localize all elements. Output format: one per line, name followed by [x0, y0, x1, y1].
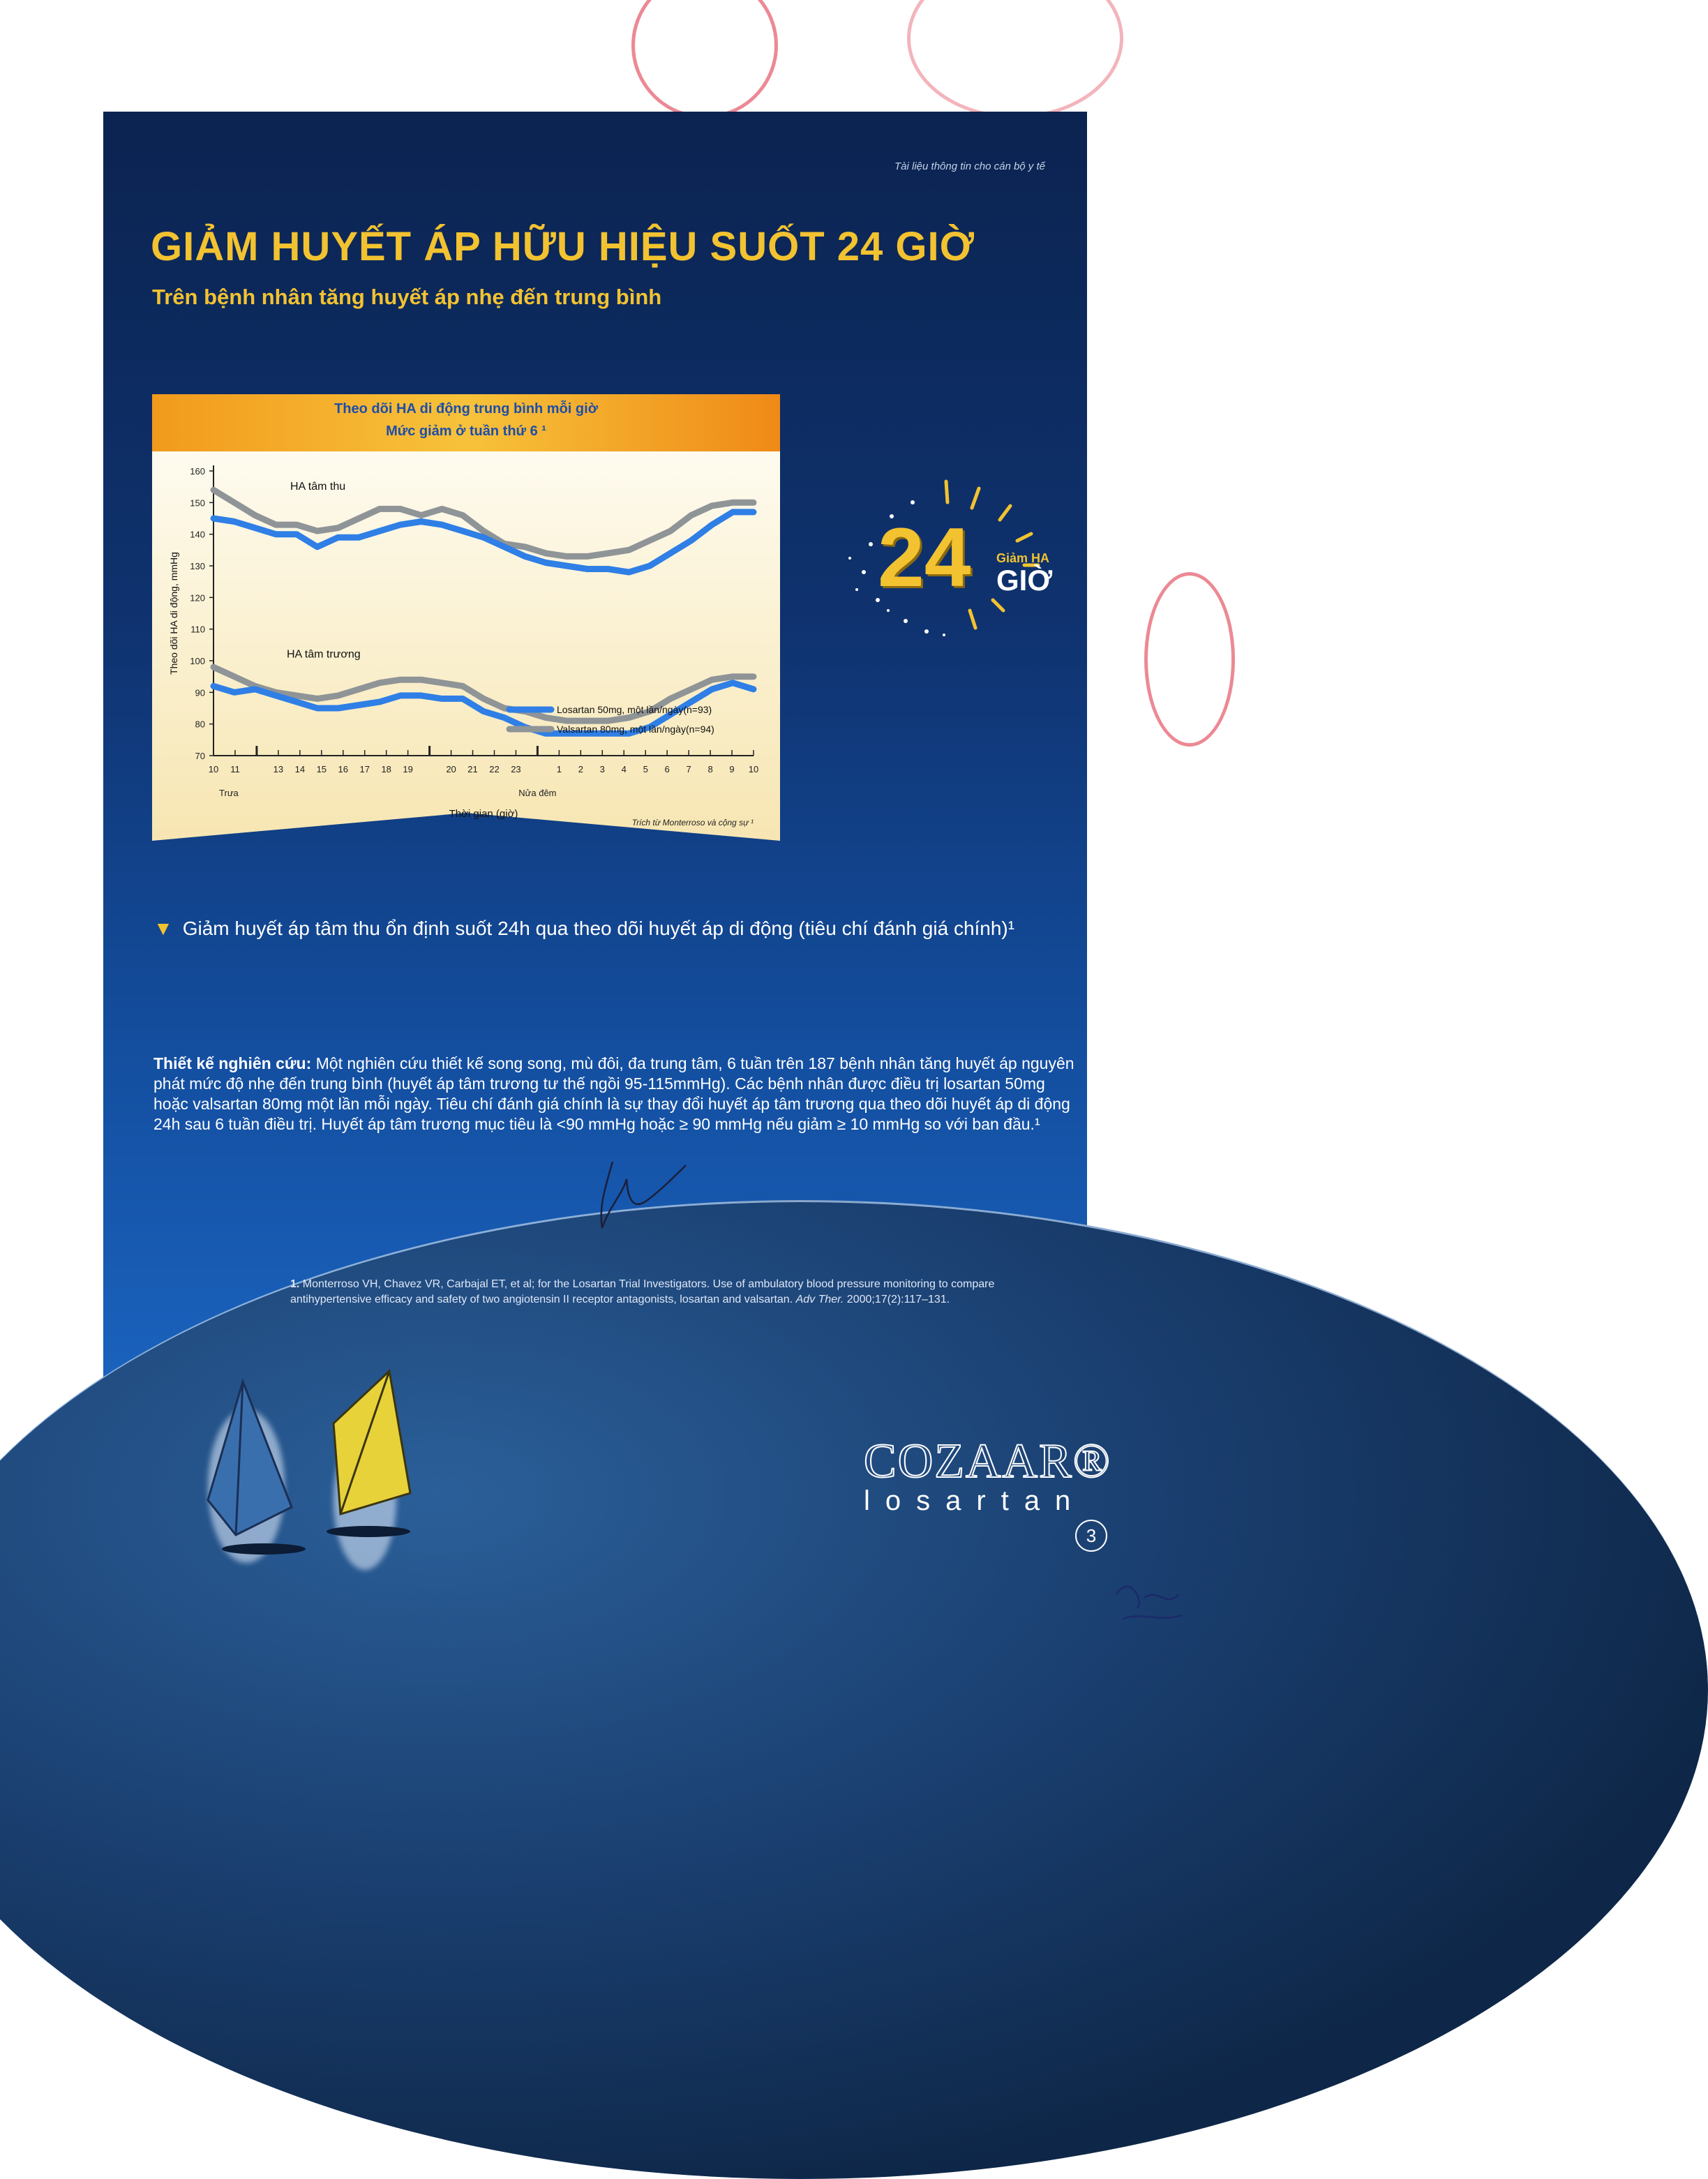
- reference: [290, 1277, 1058, 1308]
- y-tick-label: 120: [190, 592, 205, 604]
- reference-number: 1.: [290, 1278, 300, 1290]
- reference-text: Monterroso VH, Chavez VR, Carbajal ET, et al; for the Losartan Trial Investigators. Use of ambulatory blood pressure monitoring to compare antihypertensive efficacy and safety of two angiotensin II receptor antagonists, losartan and valsartan.: [290, 1278, 995, 1305]
- x-tick-label: 8: [707, 764, 713, 774]
- x-tick-label: 19: [403, 764, 413, 774]
- chart-title-line-2: Mức giảm ở tuần thứ 6 ¹: [386, 424, 546, 439]
- x-tick-label: 20: [446, 764, 456, 774]
- reference-journal: Adv Ther.: [795, 1294, 844, 1305]
- x-marker-midnight: Nửa đêm: [518, 788, 557, 798]
- seal-big-label: GIỜ: [996, 564, 1053, 597]
- y-axis-label: Theo dõi HA di động, mmHg: [168, 552, 179, 675]
- y-tick-label: 100: [190, 656, 205, 666]
- logo-generic-name: losartan: [864, 1485, 1086, 1516]
- windsurfers-image: [159, 1361, 424, 1591]
- valsartan-systolic-line: [214, 490, 754, 556]
- 24-hour-seal: [808, 454, 1073, 663]
- seal-number: 24: [878, 511, 971, 604]
- y-tick-label: 70: [195, 751, 205, 761]
- page-subtitle: Trên bệnh nhân tăng huyết áp nhẹ đến trung bình: [152, 285, 662, 309]
- x-tick-label: 13: [273, 764, 284, 774]
- x-tick-label: 1: [556, 764, 562, 774]
- line-chart: [152, 394, 780, 841]
- x-tick-label: 7: [686, 764, 691, 774]
- logo-brand-name: COZAAR®: [864, 1435, 1111, 1488]
- seal-small-label: Giảm HA: [996, 551, 1050, 565]
- key-point: [153, 918, 1014, 940]
- y-tick-label: 140: [190, 529, 205, 540]
- x-tick-label: 23: [511, 764, 521, 774]
- x-marker-noon: Trưa: [219, 788, 239, 798]
- reference-tail: 2000;17(2):117–131.: [844, 1294, 950, 1305]
- legend-label: Losartan 50mg, một lần/ngày(n=93): [557, 704, 712, 715]
- x-tick-label: 5: [643, 764, 648, 774]
- x-tick-label: 4: [621, 764, 627, 774]
- losartan-systolic-line: [214, 512, 754, 572]
- study-design-label: Thiết kế nghiên cứu:: [153, 1054, 312, 1072]
- brochure-page: [103, 112, 1111, 1601]
- header-note: Tài liệu thông tin cho cán bộ y tế: [894, 160, 1045, 172]
- x-tick-label: 18: [381, 764, 391, 774]
- y-tick-label: 80: [195, 719, 205, 730]
- chart-source: Trích từ Monterroso và cộng sự ¹: [631, 818, 754, 828]
- cozaar-logo: [864, 1434, 1111, 1517]
- x-tick-label: 3: [599, 764, 605, 774]
- page-title: GIẢM HUYẾT ÁP HỮU HIỆU SUỐT 24 GIỜ: [151, 224, 975, 269]
- y-tick-label: 110: [190, 624, 205, 635]
- study-design-text: Một nghiên cứu thiết kế song song, mù đôi, đa trung tâm, 6 tuần trên 187 bệnh nhân tăng huyết áp nguyên phát mức độ nhẹ đến trung bình (huyết áp tâm trương tư thế ngồi 95-115mmHg). Các bệnh nhân được điều trị losartan 50mg hoặc valsartan 80mg một lần mỗi ngày. Tiêu chí đánh giá chính là sự thay đổi huyết áp tâm trương qua theo dõi huyết áp di động 24h sau 6 tuần điều trị. Huyết áp tâm trương mục tiêu là <90 mmHg hoặc ≥ 90 mmHg nếu giảm ≥ 10 mmHg so với ban đầu.¹: [153, 1054, 1074, 1133]
- diastolic-annotation: HA tâm trương: [287, 648, 361, 661]
- ocean-horizon-image: [0, 1200, 1708, 2179]
- x-tick-label: 17: [359, 764, 370, 774]
- red-stamp-seal-2: [907, 0, 1123, 119]
- x-tick-label: 10: [208, 764, 219, 774]
- triangle-bullet-icon: ▼: [153, 918, 173, 939]
- x-axis-label: Thời gian (giờ): [449, 808, 518, 820]
- x-tick-label: 2: [578, 764, 583, 774]
- x-tick-label: 21: [467, 764, 478, 774]
- key-point-text: Giảm huyết áp tâm thu ổn định suốt 24h qua theo dõi huyết áp di động (tiêu chí đánh giá chính)¹: [182, 918, 1015, 939]
- red-stamp-seal-3: [1144, 572, 1235, 747]
- x-tick-label: 9: [729, 764, 735, 774]
- x-tick-label: 16: [338, 764, 348, 774]
- handwritten-initials: [1109, 1566, 1186, 1629]
- y-tick-label: 150: [190, 497, 205, 509]
- x-tick-label: 6: [664, 764, 670, 774]
- systolic-annotation: HA tâm thu: [290, 481, 346, 493]
- chart-panel: [152, 394, 780, 841]
- chart-title-line-1: Theo dõi HA di động trung bình mỗi giờ: [334, 401, 598, 417]
- x-tick-label: 14: [294, 764, 306, 774]
- red-stamp-seal: [631, 0, 778, 119]
- handwritten-signature: [585, 1151, 689, 1235]
- x-tick-label: 11: [230, 764, 240, 774]
- study-design: [153, 1054, 1074, 1135]
- x-tick-label: 10: [748, 764, 759, 774]
- page-number: 3: [1075, 1520, 1107, 1552]
- y-tick-label: 160: [190, 466, 205, 477]
- y-tick-label: 90: [195, 687, 205, 698]
- y-tick-label: 130: [190, 561, 205, 571]
- legend-label: Valsartan 80mg, một lần/ngày(n=94): [557, 724, 714, 735]
- x-tick-label: 15: [316, 764, 327, 774]
- x-tick-label: 22: [489, 764, 500, 774]
